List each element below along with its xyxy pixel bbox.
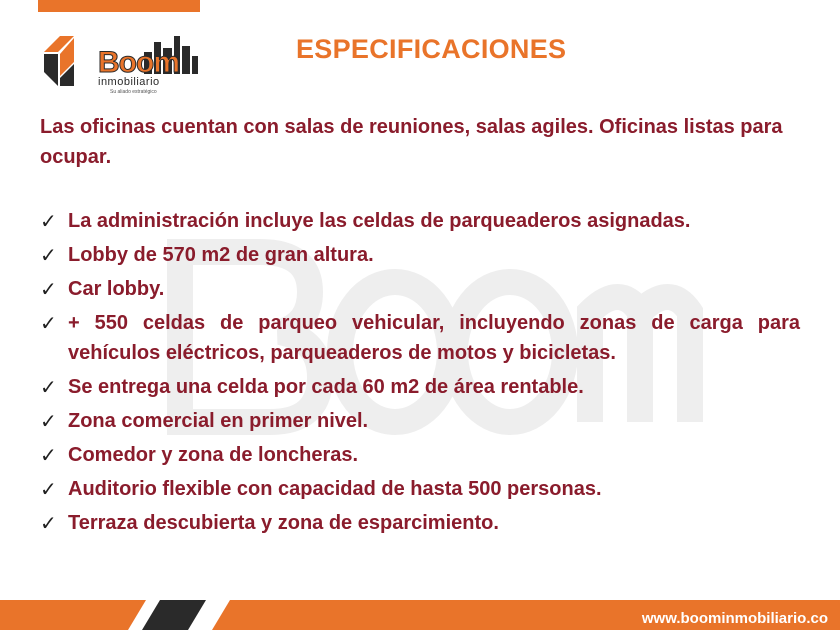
footer-bar (0, 600, 840, 630)
spec-text: Car lobby. (68, 278, 165, 300)
spec-text: Terraza descubierta y zona de esparcimiento. (68, 512, 499, 534)
company-logo (40, 32, 200, 94)
spec-text: Se entrega una celda por cada 60 m2 de área rentable. (68, 376, 584, 398)
spec-text: Auditorio flexible con capacidad de hasta 500 personas. (68, 478, 602, 500)
intro-paragraph: Las oficinas cuentan con salas de reuniones, salas agiles. Oficinas listas para ocupar. (40, 116, 783, 168)
checkmark-icon: ✓ (40, 243, 57, 267)
checkmark-icon: ✓ (40, 511, 57, 535)
checkmark-icon: ✓ (40, 209, 57, 233)
spec-item-auditorium (40, 474, 800, 504)
spec-item-car-lobby (40, 274, 800, 304)
checkmark-icon: ✓ (40, 477, 57, 501)
spec-item-lobby (40, 240, 800, 270)
logo-tagline: Su aliado estratégico (110, 89, 157, 95)
checkmark-icon: ✓ (40, 375, 57, 399)
checkmark-icon: ✓ (40, 443, 57, 467)
spec-text: Comedor y zona de loncheras. (68, 444, 359, 466)
spec-item-parking-spaces (40, 308, 800, 368)
page-title: ESPECIFICACIONES (296, 34, 567, 64)
spec-text: Zona comercial en primer nivel. (68, 410, 369, 432)
website-link[interactable]: www.boominmobiliario.co (641, 610, 828, 627)
checkmark-icon: ✓ (40, 311, 57, 335)
spec-item-parking-admin (40, 206, 800, 236)
spec-item-dining (40, 440, 800, 470)
spec-item-parking-ratio (40, 372, 800, 402)
top-accent-bar (38, 0, 200, 12)
spec-item-terrace (40, 508, 800, 538)
logo-brand-text: Boom (98, 46, 179, 79)
logo-name-text: inmobiliario (98, 76, 160, 88)
spec-item-commercial-zone (40, 406, 800, 436)
checkmark-icon: ✓ (40, 409, 57, 433)
spec-text: La administración incluye las celdas de parqueaderos asignadas. (68, 210, 691, 232)
specifications-list (40, 206, 800, 542)
spec-text: + 550 celdas de parqueo vehicular, incluyendo zonas de carga para vehículos eléctricos, parqueaderos de motos y bicicletas. (68, 312, 800, 364)
spec-text: Lobby de 570 m2 de gran altura. (68, 244, 374, 266)
checkmark-icon: ✓ (40, 277, 57, 301)
